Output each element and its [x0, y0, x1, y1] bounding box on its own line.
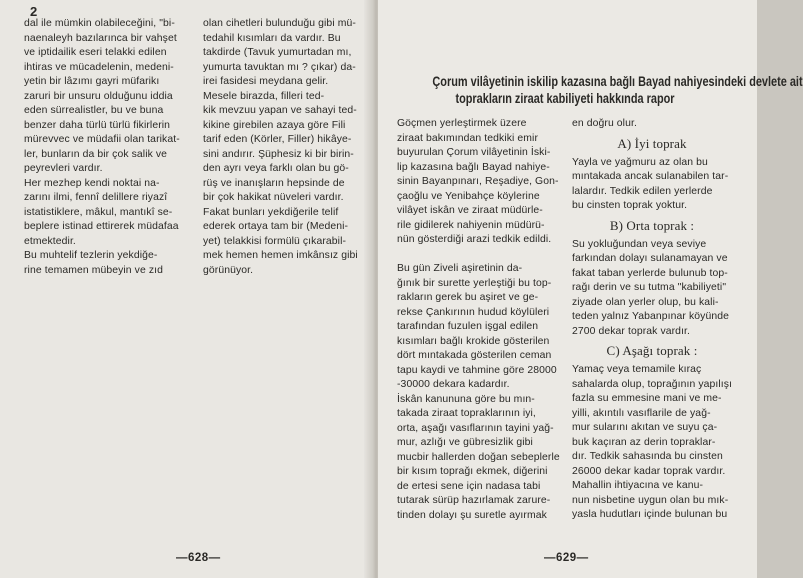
text-line: etmektedir. — [24, 235, 76, 247]
text-line — [397, 248, 552, 263]
text-line: naenaleyh bazılarınca bir vahşet — [24, 32, 177, 44]
text-line: tinden dolayı şu suretle ayırmak — [397, 509, 547, 521]
text-line: rakların gerek bu aşiret ve ge- — [397, 292, 539, 303]
text-line: buk kaçıran az derin topraklar- — [572, 436, 716, 448]
text-line: yetin bir lâzımı gayri müfarikı — [24, 76, 160, 87]
text-line: ederek ortaya tam bir (Medeni- — [203, 221, 349, 232]
text-line: çaoğlu ve Yenibahçe köylerine — [397, 190, 540, 202]
text-line: sini andırır. Şüphesiz ki bir birin- — [203, 148, 354, 160]
text-line: mıntakada ancak sulanabilen tar- — [572, 171, 729, 182]
text-line: ziraat bakımından tedkiki emir — [397, 132, 539, 144]
text-line: tarif eden (Körler, Filler) hikâye- — [203, 134, 352, 145]
report-title-line-1: Çorum vilâyetinin iskilip kazasına bağlı Bayad nahiyesindeki devlete ait — [432, 73, 803, 89]
text-line: peyrevleri vardır. — [24, 163, 103, 174]
text-line: irei fasidesi meydana gelir. — [203, 76, 329, 87]
text-line: zarını ilmi, fennî delillere riyazî — [24, 192, 168, 203]
section-c-text — [572, 363, 732, 523]
text-line: Mesele birazda, filleri ted- — [203, 90, 325, 102]
text-line: yilli, akıntılı vasıflarile de yağ- — [572, 407, 711, 419]
text-line: mur sularını akıtan ve suyu ça- — [572, 422, 718, 433]
text-line: yasla hudutları içinde bulunan bu — [572, 509, 728, 520]
text-line: fakat taban yerlerde bulunub top- — [572, 267, 728, 279]
right-column-2 — [572, 117, 732, 523]
page-number-top: 2 — [30, 4, 38, 19]
text-line: en doğru olur. — [572, 118, 637, 129]
right-column-1 — [397, 117, 560, 523]
left-page-number-footer: —628— — [176, 552, 221, 564]
text-line: ler, bunların da bir çok salik ve — [24, 148, 168, 160]
text-line: benzer daha türlü türlü fikirlerin — [24, 119, 171, 131]
left-column-2 — [203, 17, 362, 278]
text-line: rüş ve inanışların hepsinde de — [203, 177, 345, 189]
left-col1-text — [24, 17, 183, 278]
text-line: nün gösterdiği arazi tedkik edildi. — [397, 234, 552, 245]
text-line: ziyade olan yerler olup, bu kali- — [572, 296, 719, 308]
text-line: ğınık bir surette yerleştiği bu top- — [397, 277, 552, 289]
text-line: tutarak sürüp hazırlamak zarure- — [397, 495, 551, 506]
report-title-line-2: toprakların ziraat kabiliyeti hakkında rapor — [455, 90, 675, 106]
text-line: mur, azlığı ve gübresizlik gibi — [397, 437, 533, 448]
section-c-heading: C) Aşağı toprak : — [606, 343, 698, 358]
text-line: rine temamen mübeyin ve zıd — [24, 264, 163, 276]
text-line: Fakat bunları yekdiğerile telif — [203, 206, 339, 218]
text-line: Bu gün Ziveli aşiretinin da- — [397, 263, 523, 274]
right-col2-intro — [572, 117, 732, 132]
text-line: den ayrı veya farklı olan bu gö- — [203, 163, 349, 174]
text-line: rağı derin ve su tutma "kabiliyeti" — [572, 282, 727, 293]
text-line: dır. Tedkik sahasında bu cinsten — [572, 451, 723, 462]
text-line: sinin Bayanpınarı, Reşadiye, Gon- — [397, 176, 559, 187]
section-a-heading: A) İyi toprak — [617, 135, 687, 151]
text-line: zaruri bir unsuru olduğunu iddia — [24, 90, 173, 102]
left-col2-text — [203, 17, 362, 278]
text-line: yet) telakkisi formülü çıkarabil- — [203, 235, 347, 247]
text-line: mek hemen hemen imkânsız gibi — [203, 250, 358, 261]
text-line: 26000 dekar kadar toprak vardır. — [572, 465, 726, 477]
text-line: Bu muhtelif tezlerin yekdiğe- — [24, 250, 158, 261]
text-line: Her mezhep kendi noktai na- — [24, 177, 160, 189]
text-line: tarafından fuzulen işgal edilen — [397, 321, 539, 332]
text-line: yumurta tavuktan mı ? çıkar) da- — [203, 61, 356, 73]
right-page-number-footer: —629— — [544, 552, 589, 564]
text-line: mucbir hallerden doğan sebeplerle — [397, 451, 560, 463]
text-line: kısımları bağlı krokide gösterilen — [397, 335, 550, 347]
text-line: lalardır. Tedkik edilen yerlerde — [572, 185, 713, 197]
text-line: orta, aşağı vasıflarının tayini yağ- — [397, 422, 554, 434]
text-line: buyurulan Çorum vilâyetinin İski- — [397, 147, 551, 158]
text-line: kik mevzuu yapan ve sahayi ted- — [203, 105, 357, 116]
text-line: rekse Çankırının hudud köylüleri — [397, 306, 550, 318]
text-line: tedahil kısımları da vardır. Bu — [203, 32, 341, 44]
text-line: lip kazasına bağlı Bayad nahiye- — [397, 161, 550, 173]
text-line: istatistiklere, mâkul, mantıkî se- — [24, 206, 173, 218]
text-line: vilâyet iskân ve ziraat müdürle- — [397, 205, 543, 216]
text-line: Göçmen yerleştirmek üzere — [397, 118, 527, 129]
text-line: beplere istinad ettirerek müdafaa — [24, 221, 179, 232]
text-line: kikine girebilen azaya göre Fili — [203, 119, 346, 131]
section-b-text — [572, 238, 732, 340]
text-line: fazla su emmesine mani ve me- — [572, 393, 722, 404]
text-line: ihtiras ve mücadelenin, medeni- — [24, 61, 174, 73]
text-line: Mahallin ihtiyacına ve kanu- — [572, 480, 704, 491]
text-line: 2700 dekar toprak vardır. — [572, 325, 691, 337]
text-line: takada ziraat topraklarının iyi, — [397, 408, 536, 419]
text-line: bir çok hakikat nüveleri vardır. — [203, 192, 344, 203]
text-line: rile gidilerek nahiyenin müdürü- — [397, 219, 545, 231]
text-line: eden sürrealistler, bu ve buna — [24, 105, 164, 116]
text-line: dört mıntakada gösterilen ceman — [397, 350, 552, 361]
text-line: ve iptidailik eseri telakki edilen — [24, 47, 167, 58]
text-line: nun nisbetine uygun olan bu mık- — [572, 494, 729, 506]
text-line: de ertesi sene için nadasa tabi — [397, 480, 541, 492]
text-line: tapu kaydi ve tahmine göre 28000 — [397, 364, 557, 376]
text-line: takdirde (Tavuk yumurtadan mı, — [203, 47, 352, 58]
text-line: teden yalnız Yabanpınar köyünde — [572, 311, 729, 322]
text-line: farkından dolayı sulanamayan ve — [572, 253, 728, 264]
text-line: bu cinsten toprak yoktur. — [572, 200, 688, 211]
text-line: mürevvec ve müdafii olan tarikat- — [24, 134, 180, 145]
left-page — [0, 0, 372, 578]
left-column-1 — [24, 17, 183, 278]
text-line: İskân kanununa göre bu mın- — [397, 393, 535, 405]
text-line: bir kısım toprağı ekmek, diğerini — [397, 466, 548, 477]
right-col1-text — [397, 117, 560, 523]
section-b-heading: B) Orta toprak : — [609, 217, 695, 233]
section-a-text — [572, 156, 732, 214]
text-line: -30000 dekara kadardır. — [397, 379, 510, 390]
text-line: dal ile mümkin olabileceğini, "bi- — [24, 18, 175, 29]
text-line: Su yokluğundan veya seviye — [572, 238, 707, 250]
report-title — [432, 73, 803, 107]
text-line: görünüyor. — [203, 264, 254, 276]
text-line: olan cihetleri bulunduğu gibi mü- — [203, 18, 356, 29]
text-line: Yamaç veya temamile kıraç — [572, 364, 702, 375]
text-line: Yayla ve yağmuru az olan bu — [572, 156, 708, 168]
text-line: sahalarda olup, toprağının yapılışı — [572, 378, 733, 390]
